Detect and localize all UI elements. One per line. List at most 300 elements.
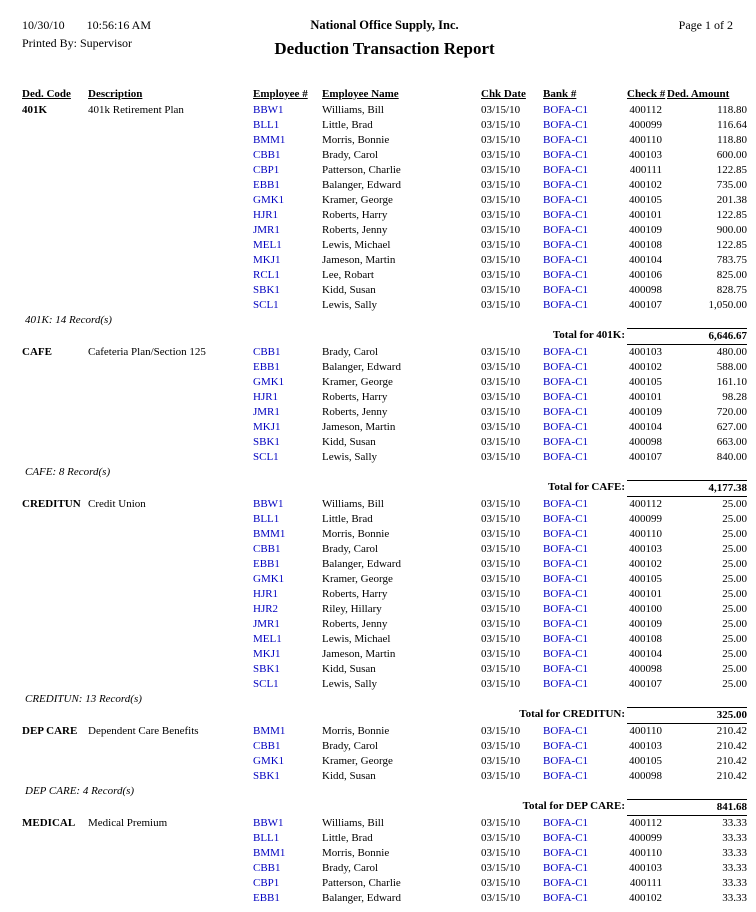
group-total-amount: 841.68 bbox=[627, 799, 747, 816]
bank-number-link[interactable]: BOFA-C1 bbox=[543, 361, 589, 373]
employee-number-link[interactable]: BLL1 bbox=[253, 119, 280, 131]
ded-amount-cell: 210.42 bbox=[716, 725, 747, 737]
employee-number-link[interactable]: JMR1 bbox=[253, 224, 280, 236]
bank-number-link[interactable]: BOFA-C1 bbox=[543, 194, 589, 206]
check-number-cell: 400101 bbox=[629, 588, 662, 600]
ded-amount-cell: 840.00 bbox=[716, 451, 747, 463]
chk-date-cell: 03/15/10 bbox=[481, 134, 521, 146]
ded-amount-cell: 161.10 bbox=[716, 376, 747, 388]
ded-amount-cell: 25.00 bbox=[722, 588, 747, 600]
employee-number-link[interactable]: GMK1 bbox=[253, 573, 285, 585]
description-cell bbox=[88, 846, 253, 861]
description-cell bbox=[88, 298, 253, 313]
description-cell bbox=[88, 133, 253, 148]
ded-code-cell bbox=[22, 662, 88, 677]
bank-number-link[interactable]: BOFA-C1 bbox=[543, 346, 589, 358]
check-number-cell: 400112 bbox=[629, 498, 662, 510]
employee-number-link[interactable]: SCL1 bbox=[253, 678, 279, 690]
ded-amount-cell: 25.00 bbox=[722, 513, 747, 525]
employee-number-link[interactable]: HJR1 bbox=[253, 209, 279, 221]
chk-date-cell: 03/15/10 bbox=[481, 528, 521, 540]
description-cell bbox=[88, 831, 253, 846]
table-row bbox=[22, 876, 747, 891]
employee-number-link[interactable]: SCL1 bbox=[253, 451, 279, 463]
table-row bbox=[22, 662, 747, 677]
ded-amount-cell: 33.33 bbox=[722, 832, 747, 844]
employee-number-link[interactable]: SCL1 bbox=[253, 299, 279, 311]
ded-amount-cell: 25.00 bbox=[722, 663, 747, 675]
bank-number-link[interactable]: BOFA-C1 bbox=[543, 104, 589, 116]
employee-name-cell: Morris, Bonnie bbox=[322, 725, 390, 737]
ded-code-cell bbox=[22, 253, 88, 268]
chk-date-cell: 03/15/10 bbox=[481, 451, 521, 463]
bank-number-link[interactable]: BOFA-C1 bbox=[543, 528, 589, 540]
employee-name-cell: Balanger, Edward bbox=[322, 558, 401, 570]
table-row bbox=[22, 831, 747, 846]
employee-number-link[interactable]: BMM1 bbox=[253, 725, 286, 737]
employee-number-link[interactable]: CBB1 bbox=[253, 862, 281, 874]
chk-date-cell: 03/15/10 bbox=[481, 436, 521, 448]
chk-date-cell: 03/15/10 bbox=[481, 299, 521, 311]
group-count-row bbox=[22, 692, 747, 707]
check-number-cell: 400112 bbox=[629, 104, 662, 116]
col-header-bank-number-label: Bank # bbox=[543, 88, 577, 100]
ded-code-cell bbox=[22, 632, 88, 647]
bank-number-link[interactable]: BOFA-C1 bbox=[543, 618, 589, 630]
table-row bbox=[22, 632, 747, 647]
table-row bbox=[22, 253, 747, 268]
bank-number-link[interactable]: BOFA-C1 bbox=[543, 209, 589, 221]
employee-number-link[interactable]: HJR2 bbox=[253, 603, 279, 615]
table-row bbox=[22, 435, 747, 450]
table-row bbox=[22, 360, 747, 375]
employee-name-cell: Brady, Carol bbox=[322, 346, 379, 358]
table-row bbox=[22, 103, 747, 118]
bank-number-link[interactable]: BOFA-C1 bbox=[543, 179, 589, 191]
report-date: 10/30/10 bbox=[22, 18, 65, 32]
header-center bbox=[22, 18, 747, 59]
record-count-label: 401K: 14 Record(s) bbox=[25, 314, 112, 326]
chk-date-cell: 03/15/10 bbox=[481, 603, 521, 615]
employee-number-link[interactable]: SBK1 bbox=[253, 770, 280, 782]
check-number-cell: 400111 bbox=[629, 877, 662, 889]
report-title: Deduction Transaction Report bbox=[274, 39, 495, 58]
group-total-label: Total for CREDITUN: bbox=[519, 708, 625, 720]
bank-number-link[interactable]: BOFA-C1 bbox=[543, 558, 589, 570]
bank-number-link[interactable]: BOFA-C1 bbox=[543, 725, 589, 737]
table-row bbox=[22, 133, 747, 148]
employee-number-link[interactable]: EBB1 bbox=[253, 558, 280, 570]
description-cell bbox=[88, 390, 253, 405]
bank-number-link[interactable]: BOFA-C1 bbox=[543, 149, 589, 161]
ded-amount-cell: 600.00 bbox=[716, 149, 747, 161]
group-total-label: Total for 401K: bbox=[552, 329, 625, 341]
employee-number-link[interactable]: MKJ1 bbox=[253, 421, 281, 433]
ded-code-cell bbox=[22, 283, 88, 298]
check-number-cell: 400104 bbox=[629, 421, 662, 433]
bank-number-link[interactable]: BOFA-C1 bbox=[543, 376, 589, 388]
employee-number-link[interactable]: CBP1 bbox=[253, 877, 280, 889]
ded-amount-cell: 210.42 bbox=[716, 770, 747, 782]
ded-code-cell: DEP CARE bbox=[22, 725, 78, 737]
employee-name-cell: Roberts, Harry bbox=[322, 391, 388, 403]
chk-date-cell: 03/15/10 bbox=[481, 648, 521, 660]
bank-number-link[interactable]: BOFA-C1 bbox=[543, 284, 589, 296]
bank-number-link[interactable]: BOFA-C1 bbox=[543, 254, 589, 266]
chk-date-cell: 03/15/10 bbox=[481, 817, 521, 829]
table-row bbox=[22, 891, 747, 906]
employee-number-link[interactable]: EBB1 bbox=[253, 361, 280, 373]
description-cell bbox=[88, 527, 253, 542]
column-header-row bbox=[22, 86, 747, 103]
col-header-chk-date-label: Chk Date bbox=[481, 88, 526, 100]
ded-amount-cell: 25.00 bbox=[722, 603, 747, 615]
ded-code-cell bbox=[22, 420, 88, 435]
check-number-cell: 400102 bbox=[629, 892, 662, 904]
ded-code-cell bbox=[22, 148, 88, 163]
employee-name-cell: Jameson, Martin bbox=[322, 421, 396, 433]
bank-number-link[interactable]: BOFA-C1 bbox=[543, 239, 589, 251]
chk-date-cell: 03/15/10 bbox=[481, 194, 521, 206]
check-number-cell: 400106 bbox=[629, 269, 662, 281]
employee-number-link[interactable]: BBW1 bbox=[253, 104, 284, 116]
bank-number-link[interactable]: BOFA-C1 bbox=[543, 269, 589, 281]
employee-number-link[interactable]: BLL1 bbox=[253, 513, 280, 525]
company-name: National Office Supply, Inc. bbox=[310, 18, 459, 32]
table-row bbox=[22, 405, 747, 420]
bank-number-link[interactable]: BOFA-C1 bbox=[543, 892, 589, 904]
check-number-cell: 400104 bbox=[629, 648, 662, 660]
check-number-cell: 400109 bbox=[629, 618, 662, 630]
table-row bbox=[22, 542, 747, 557]
group-count-row bbox=[22, 465, 747, 480]
bank-number-link[interactable]: BOFA-C1 bbox=[543, 164, 589, 176]
employee-name-cell: Balanger, Edward bbox=[322, 179, 401, 191]
bank-number-link[interactable]: BOFA-C1 bbox=[543, 755, 589, 767]
bank-number-link[interactable]: BOFA-C1 bbox=[543, 770, 589, 782]
group-total-row bbox=[22, 707, 747, 724]
table-row bbox=[22, 390, 747, 405]
description-cell bbox=[88, 238, 253, 253]
employee-number-link[interactable]: RCL1 bbox=[253, 269, 280, 281]
employee-name-cell: Jameson, Martin bbox=[322, 648, 396, 660]
group-total-row bbox=[22, 480, 747, 497]
table-row bbox=[22, 345, 747, 360]
ded-code-cell bbox=[22, 542, 88, 557]
group-total-label: Total for CAFE: bbox=[548, 481, 625, 493]
employee-number-link[interactable]: EBB1 bbox=[253, 179, 280, 191]
table-row bbox=[22, 283, 747, 298]
check-number-cell: 400105 bbox=[629, 194, 662, 206]
check-number-cell: 400108 bbox=[629, 239, 662, 251]
col-header-employee-name bbox=[322, 86, 481, 103]
ded-code-cell bbox=[22, 557, 88, 572]
bank-number-link[interactable]: BOFA-C1 bbox=[543, 877, 589, 889]
table-row bbox=[22, 816, 747, 831]
ded-code-cell bbox=[22, 360, 88, 375]
check-number-cell: 400105 bbox=[629, 573, 662, 585]
bank-number-link[interactable]: BOFA-C1 bbox=[543, 421, 589, 433]
table-row bbox=[22, 238, 747, 253]
bank-number-link[interactable]: BOFA-C1 bbox=[543, 224, 589, 236]
bank-number-link[interactable]: BOFA-C1 bbox=[543, 663, 589, 675]
bank-number-link[interactable]: BOFA-C1 bbox=[543, 436, 589, 448]
employee-number-link[interactable]: CBB1 bbox=[253, 346, 281, 358]
bank-number-link[interactable]: BOFA-C1 bbox=[543, 832, 589, 844]
check-number-cell: 400110 bbox=[629, 528, 662, 540]
ded-amount-cell: 828.75 bbox=[716, 284, 747, 296]
bank-number-link[interactable]: BOFA-C1 bbox=[543, 498, 589, 510]
group-total-amount: 325.00 bbox=[627, 707, 747, 724]
description-cell bbox=[88, 118, 253, 133]
chk-date-cell: 03/15/10 bbox=[481, 755, 521, 767]
check-number-cell: 400101 bbox=[629, 391, 662, 403]
employee-number-link[interactable]: BBW1 bbox=[253, 817, 284, 829]
table-row bbox=[22, 769, 747, 784]
ded-amount-cell: 1,050.00 bbox=[708, 299, 747, 311]
ded-code-cell bbox=[22, 512, 88, 527]
ded-amount-cell: 210.42 bbox=[716, 740, 747, 752]
table-row bbox=[22, 739, 747, 754]
ded-code-cell bbox=[22, 617, 88, 632]
check-number-cell: 400102 bbox=[629, 179, 662, 191]
ded-code-cell bbox=[22, 450, 88, 465]
table-row bbox=[22, 118, 747, 133]
ded-code-cell bbox=[22, 193, 88, 208]
bank-number-link[interactable]: BOFA-C1 bbox=[543, 817, 589, 829]
check-number-cell: 400098 bbox=[629, 436, 662, 448]
ded-amount-cell: 25.00 bbox=[722, 558, 747, 570]
chk-date-cell: 03/15/10 bbox=[481, 725, 521, 737]
description-cell bbox=[88, 268, 253, 283]
check-number-cell: 400110 bbox=[629, 847, 662, 859]
employee-name-cell: Morris, Bonnie bbox=[322, 847, 390, 859]
description-cell bbox=[88, 754, 253, 769]
ded-code-cell bbox=[22, 831, 88, 846]
check-number-cell: 400099 bbox=[629, 832, 662, 844]
check-number-cell: 400103 bbox=[629, 740, 662, 752]
employee-number-link[interactable]: GMK1 bbox=[253, 755, 285, 767]
check-number-cell: 400101 bbox=[629, 209, 662, 221]
employee-name-cell: Brady, Carol bbox=[322, 149, 379, 161]
employee-number-link[interactable]: CBP1 bbox=[253, 164, 280, 176]
bank-number-link[interactable]: BOFA-C1 bbox=[543, 847, 589, 859]
employee-number-link[interactable]: BBW1 bbox=[253, 498, 284, 510]
table-row bbox=[22, 148, 747, 163]
check-number-cell: 400111 bbox=[629, 164, 662, 176]
employee-number-link[interactable]: CBB1 bbox=[253, 740, 281, 752]
ded-code-cell bbox=[22, 572, 88, 587]
employee-name-cell: Williams, Bill bbox=[322, 817, 384, 829]
employee-name-cell: Little, Brad bbox=[322, 119, 373, 131]
bank-number-link[interactable]: BOFA-C1 bbox=[543, 862, 589, 874]
description-cell: Cafeteria Plan/Section 125 bbox=[88, 346, 206, 358]
employee-number-link[interactable]: CBB1 bbox=[253, 543, 281, 555]
employee-name-cell: Brady, Carol bbox=[322, 862, 379, 874]
table-row bbox=[22, 268, 747, 283]
description-cell bbox=[88, 178, 253, 193]
employee-number-link[interactable]: MKJ1 bbox=[253, 648, 281, 660]
employee-name-cell: Roberts, Jenny bbox=[322, 406, 388, 418]
employee-name-cell: Kramer, George bbox=[322, 573, 393, 585]
employee-number-link[interactable]: HJR1 bbox=[253, 391, 279, 403]
employee-number-link[interactable]: CBB1 bbox=[253, 149, 281, 161]
employee-name-cell: Lewis, Michael bbox=[322, 633, 391, 645]
chk-date-cell: 03/15/10 bbox=[481, 119, 521, 131]
bank-number-link[interactable]: BOFA-C1 bbox=[543, 588, 589, 600]
check-number-cell: 400107 bbox=[629, 451, 662, 463]
employee-name-cell: Patterson, Charlie bbox=[322, 164, 401, 176]
chk-date-cell: 03/15/10 bbox=[481, 284, 521, 296]
ded-code-cell bbox=[22, 846, 88, 861]
col-header-check-number-label: Check # bbox=[627, 88, 666, 100]
employee-name-cell: Kramer, George bbox=[322, 194, 393, 206]
chk-date-cell: 03/15/10 bbox=[481, 740, 521, 752]
bank-number-link[interactable]: BOFA-C1 bbox=[543, 299, 589, 311]
description-cell bbox=[88, 572, 253, 587]
bank-number-link[interactable]: BOFA-C1 bbox=[543, 451, 589, 463]
check-number-cell: 400107 bbox=[629, 299, 662, 311]
employee-number-link[interactable]: JMR1 bbox=[253, 406, 280, 418]
bank-number-link[interactable]: BOFA-C1 bbox=[543, 678, 589, 690]
check-number-cell: 400100 bbox=[629, 603, 662, 615]
table-row bbox=[22, 298, 747, 313]
employee-number-link[interactable]: SBK1 bbox=[253, 663, 280, 675]
bank-number-link[interactable]: BOFA-C1 bbox=[543, 603, 589, 615]
employee-number-link[interactable]: GMK1 bbox=[253, 376, 285, 388]
employee-number-link[interactable]: BMM1 bbox=[253, 528, 286, 540]
employee-name-cell: Kidd, Susan bbox=[322, 663, 376, 675]
col-header-description-label: Description bbox=[88, 88, 143, 100]
employee-name-cell: Kidd, Susan bbox=[322, 436, 376, 448]
description-cell bbox=[88, 542, 253, 557]
ded-amount-cell: 122.85 bbox=[716, 209, 747, 221]
page-indicator: Page 1 of 2 bbox=[678, 18, 733, 32]
table-row bbox=[22, 178, 747, 193]
ded-code-cell bbox=[22, 876, 88, 891]
ded-amount-cell: 33.33 bbox=[722, 847, 747, 859]
employee-number-link[interactable]: JMR1 bbox=[253, 618, 280, 630]
check-number-cell: 400103 bbox=[629, 543, 662, 555]
table-row bbox=[22, 587, 747, 602]
ded-code-cell bbox=[22, 405, 88, 420]
ded-amount-cell: 25.00 bbox=[722, 573, 747, 585]
bank-number-link[interactable]: BOFA-C1 bbox=[543, 573, 589, 585]
employee-name-cell: Brady, Carol bbox=[322, 543, 379, 555]
ded-code-cell bbox=[22, 268, 88, 283]
bank-number-link[interactable]: BOFA-C1 bbox=[543, 543, 589, 555]
employee-name-cell: Kramer, George bbox=[322, 376, 393, 388]
employee-number-link[interactable]: GMK1 bbox=[253, 194, 285, 206]
employee-number-link[interactable]: BLL1 bbox=[253, 832, 280, 844]
bank-number-link[interactable]: BOFA-C1 bbox=[543, 391, 589, 403]
table-row bbox=[22, 223, 747, 238]
ded-amount-cell: 122.85 bbox=[716, 164, 747, 176]
employee-number-link[interactable]: SBK1 bbox=[253, 436, 280, 448]
description-cell bbox=[88, 193, 253, 208]
description-cell bbox=[88, 557, 253, 572]
ded-amount-cell: 201.38 bbox=[716, 194, 747, 206]
table-row bbox=[22, 375, 747, 390]
chk-date-cell: 03/15/10 bbox=[481, 663, 521, 675]
ded-amount-cell: 98.28 bbox=[722, 391, 747, 403]
record-count-label: DEP CARE: 4 Record(s) bbox=[25, 785, 135, 797]
chk-date-cell: 03/15/10 bbox=[481, 179, 521, 191]
employee-name-cell: Little, Brad bbox=[322, 513, 373, 525]
description-cell: Credit Union bbox=[88, 498, 146, 510]
bank-number-link[interactable]: BOFA-C1 bbox=[543, 513, 589, 525]
ded-code-cell bbox=[22, 435, 88, 450]
bank-number-link[interactable]: BOFA-C1 bbox=[543, 134, 589, 146]
ded-amount-cell: 25.00 bbox=[722, 678, 747, 690]
employee-name-cell: Jameson, Martin bbox=[322, 254, 396, 266]
employee-number-link[interactable]: SBK1 bbox=[253, 284, 280, 296]
table-row bbox=[22, 420, 747, 435]
employee-number-link[interactable]: BMM1 bbox=[253, 134, 286, 146]
chk-date-cell: 03/15/10 bbox=[481, 513, 521, 525]
employee-name-cell: Roberts, Jenny bbox=[322, 618, 388, 630]
description-cell bbox=[88, 739, 253, 754]
ded-amount-cell: 25.00 bbox=[722, 618, 747, 630]
ded-code-cell bbox=[22, 769, 88, 784]
description-cell bbox=[88, 283, 253, 298]
ded-code-cell bbox=[22, 527, 88, 542]
ded-amount-cell: 783.75 bbox=[716, 254, 747, 266]
col-header-employee-name-label: Employee Name bbox=[322, 88, 399, 100]
check-number-cell: 400109 bbox=[629, 406, 662, 418]
employee-number-link[interactable]: MEL1 bbox=[253, 239, 282, 251]
employee-number-link[interactable]: BMM1 bbox=[253, 847, 286, 859]
employee-number-link[interactable]: MEL1 bbox=[253, 633, 282, 645]
check-number-cell: 400110 bbox=[629, 725, 662, 737]
employee-number-link[interactable]: MKJ1 bbox=[253, 254, 281, 266]
description-cell bbox=[88, 375, 253, 390]
employee-name-cell: Kramer, George bbox=[322, 755, 393, 767]
description-cell bbox=[88, 450, 253, 465]
ded-amount-cell: 25.00 bbox=[722, 528, 747, 540]
ded-amount-cell: 33.33 bbox=[722, 817, 747, 829]
employee-number-link[interactable]: EBB1 bbox=[253, 892, 280, 904]
table-row bbox=[22, 557, 747, 572]
ded-code-cell: CREDITUN bbox=[22, 498, 81, 510]
check-number-cell: 400112 bbox=[629, 817, 662, 829]
description-cell: Medical Premium bbox=[88, 817, 168, 829]
employee-name-cell: Roberts, Harry bbox=[322, 209, 388, 221]
ded-amount-cell: 25.00 bbox=[722, 633, 747, 645]
check-number-cell: 400099 bbox=[629, 119, 662, 131]
bank-number-link[interactable]: BOFA-C1 bbox=[543, 406, 589, 418]
bank-number-link[interactable]: BOFA-C1 bbox=[543, 119, 589, 131]
description-cell bbox=[88, 148, 253, 163]
description-cell bbox=[88, 769, 253, 784]
bank-number-link[interactable]: BOFA-C1 bbox=[543, 740, 589, 752]
description-cell bbox=[88, 163, 253, 178]
employee-name-cell: Lewis, Sally bbox=[322, 678, 377, 690]
group-count-row bbox=[22, 784, 747, 799]
ded-amount-cell: 25.00 bbox=[722, 543, 747, 555]
ded-amount-cell: 720.00 bbox=[716, 406, 747, 418]
table-row bbox=[22, 527, 747, 542]
record-count-label: CAFE: 8 Record(s) bbox=[25, 466, 111, 478]
ded-amount-cell: 900.00 bbox=[716, 224, 747, 236]
employee-number-link[interactable]: HJR1 bbox=[253, 588, 279, 600]
bank-number-link[interactable]: BOFA-C1 bbox=[543, 648, 589, 660]
ded-code-cell bbox=[22, 861, 88, 876]
ded-code-cell bbox=[22, 208, 88, 223]
ded-code-cell bbox=[22, 178, 88, 193]
bank-number-link[interactable]: BOFA-C1 bbox=[543, 633, 589, 645]
ded-amount-cell: 588.00 bbox=[716, 361, 747, 373]
